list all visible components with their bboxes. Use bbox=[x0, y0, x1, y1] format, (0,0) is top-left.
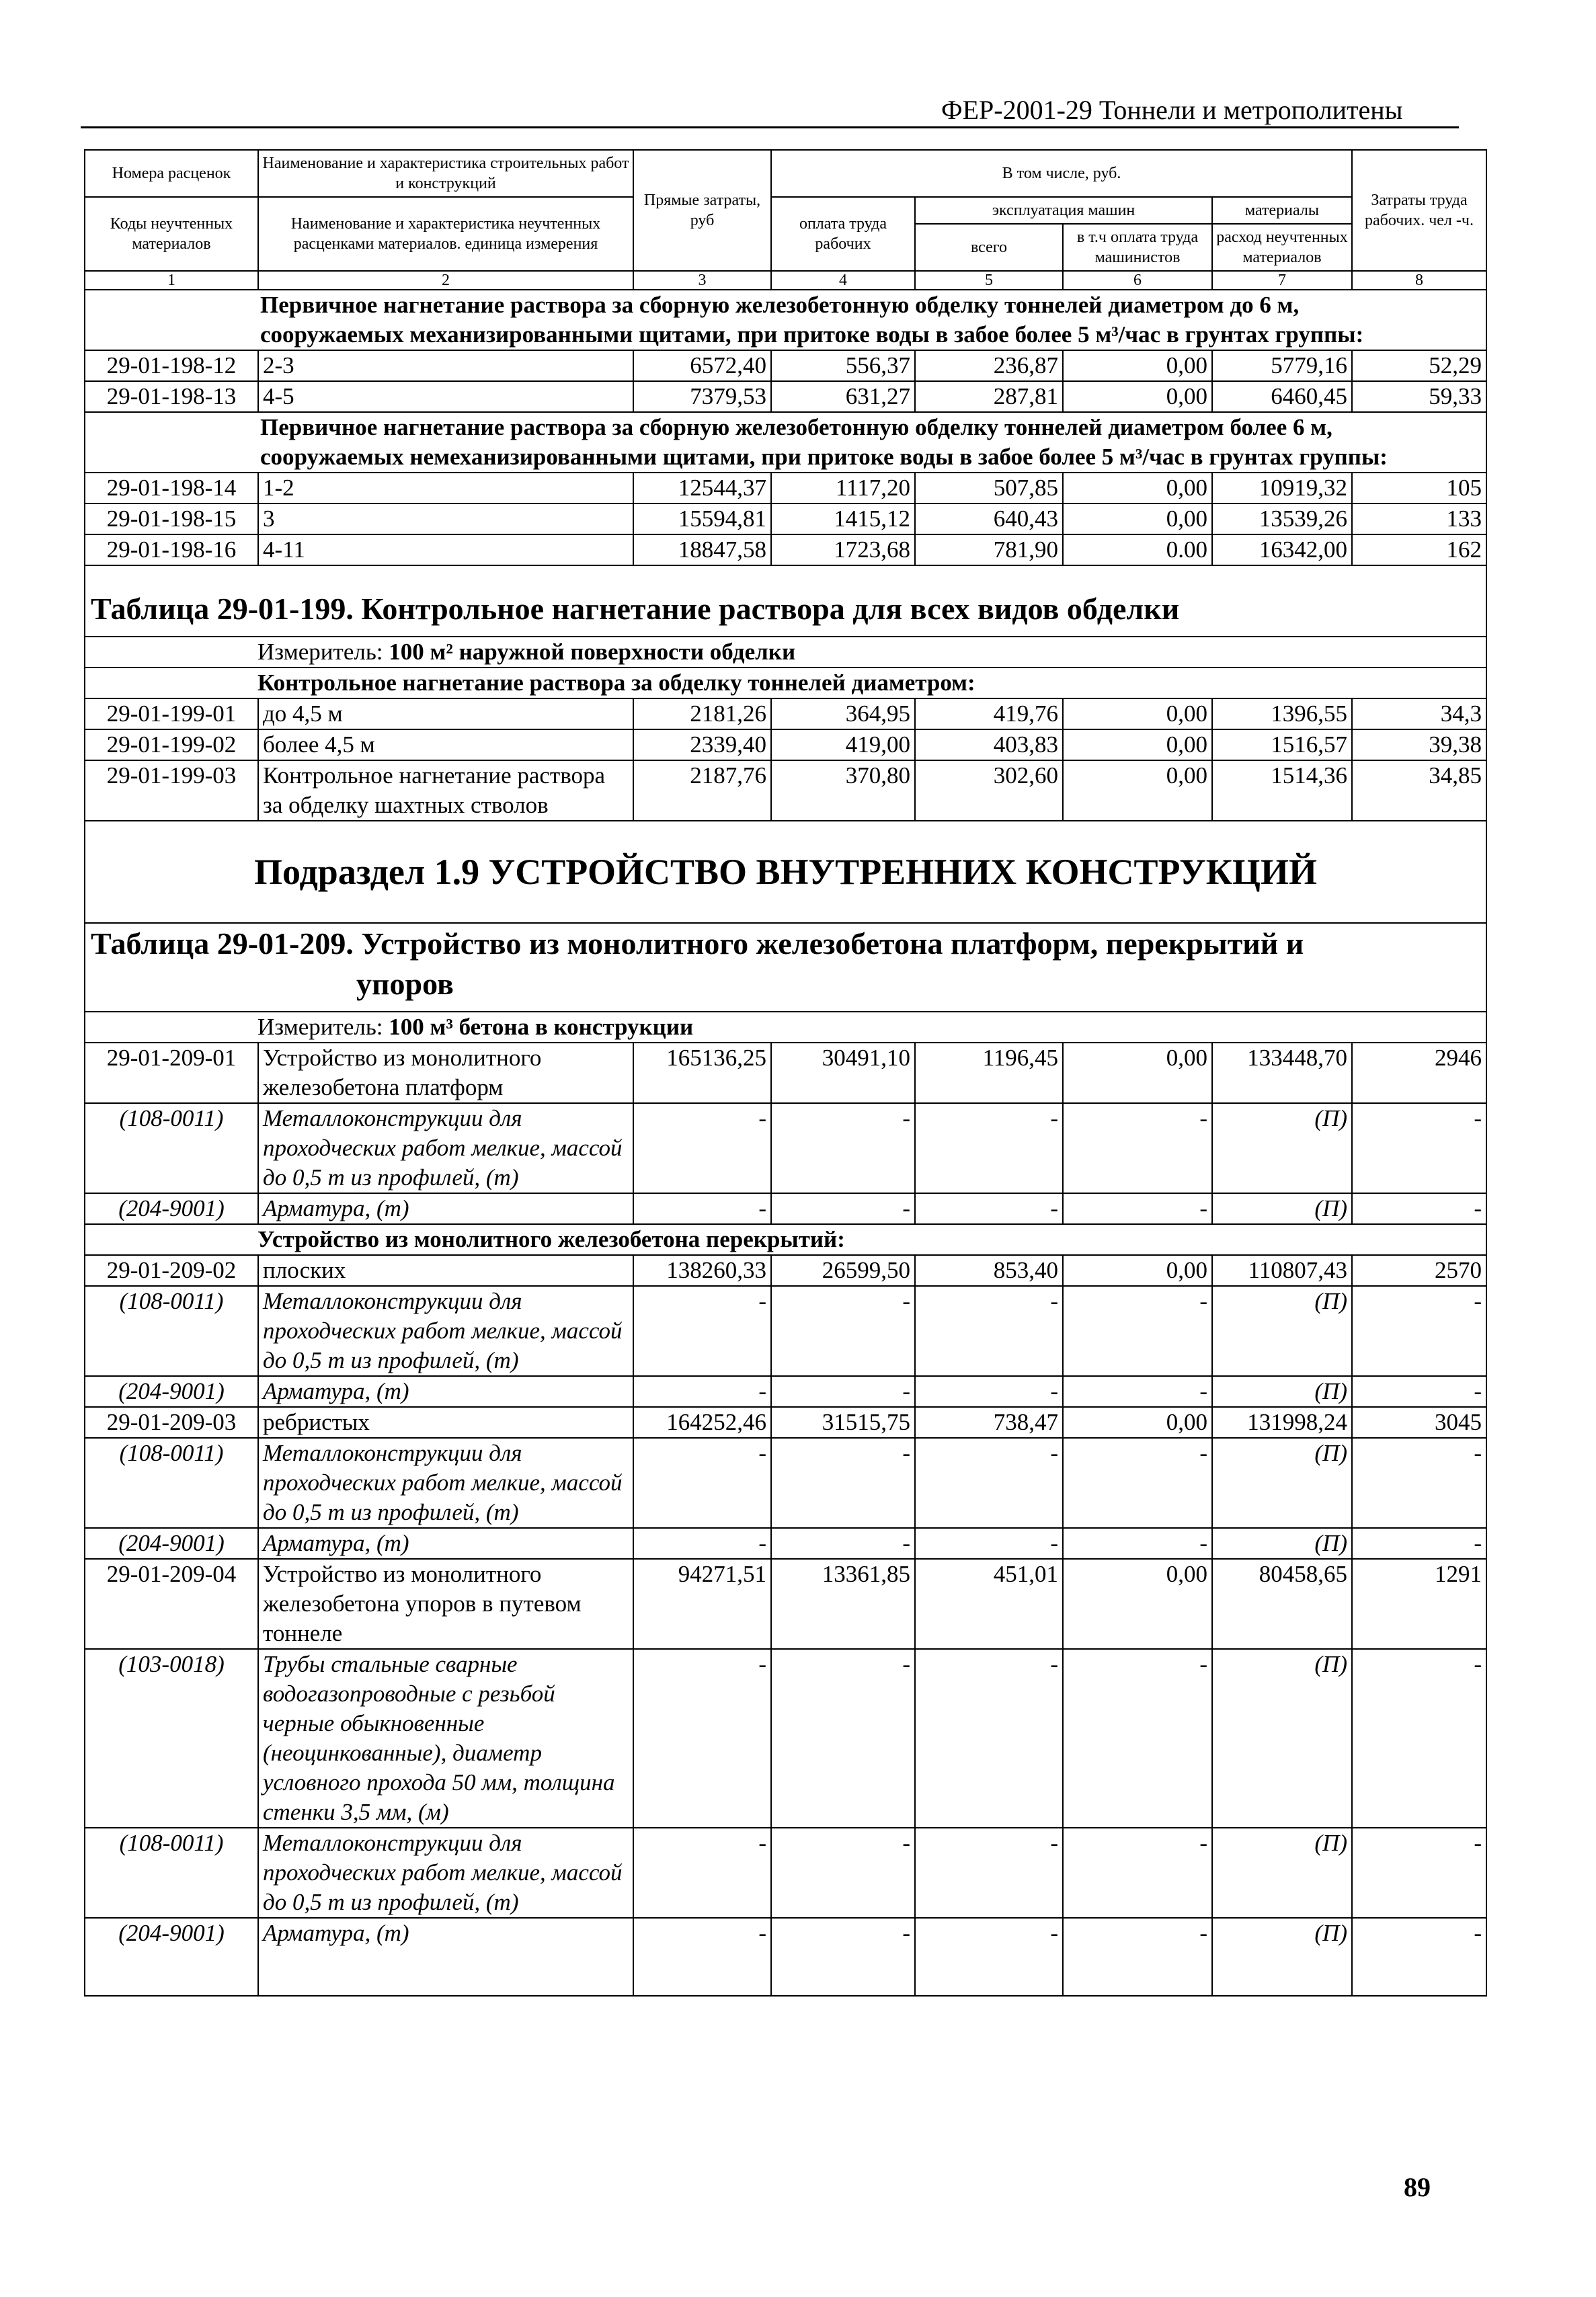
row-mat: 1396,55 bbox=[1212, 698, 1352, 729]
table-row bbox=[85, 534, 1486, 565]
material-code: (204-9001) bbox=[85, 1193, 258, 1224]
row-direct: 165136,25 bbox=[633, 1043, 771, 1103]
material-row bbox=[85, 1376, 1486, 1407]
row-mach-wages: 0,00 bbox=[1063, 473, 1212, 503]
section-row bbox=[85, 1224, 1486, 1255]
cell-dash: - bbox=[915, 1528, 1063, 1559]
row-wages: 1723,68 bbox=[771, 534, 915, 565]
row-direct: 12544,37 bbox=[633, 473, 771, 503]
h-direct: Прямые затраты, руб bbox=[633, 150, 771, 271]
row-labor: 34,85 bbox=[1352, 760, 1486, 821]
material-name: Металлоконструкции для проходческих работ мелкие, массой до 0,5 т из профилей, (т) bbox=[258, 1828, 633, 1918]
row-mat: 80458,65 bbox=[1212, 1559, 1352, 1649]
row-mach: 640,43 bbox=[915, 503, 1063, 534]
measure-row bbox=[85, 1012, 1486, 1043]
cell-dash: - bbox=[1352, 1193, 1486, 1224]
page-number: 89 bbox=[1404, 2172, 1431, 2202]
measure-value: 100 м² наружной поверхности обделки bbox=[389, 639, 796, 665]
section-heading: Устройство из монолитного железобетона перекрытий: bbox=[85, 1224, 1486, 1255]
row-name: Устройство из монолитного железобетона платформ bbox=[258, 1043, 633, 1103]
cell-dash: - bbox=[1063, 1193, 1212, 1224]
row-direct: 94271,51 bbox=[633, 1559, 771, 1649]
row-labor: 59,33 bbox=[1352, 381, 1486, 412]
row-code: 29-01-198-14 bbox=[85, 473, 258, 503]
row-direct: 6572,40 bbox=[633, 350, 771, 381]
row-direct: 2339,40 bbox=[633, 729, 771, 760]
row-direct: 138260,33 bbox=[633, 1255, 771, 1286]
cell-p: (П) bbox=[1212, 1193, 1352, 1224]
row-mach-wages: 0,00 bbox=[1063, 381, 1212, 412]
running-head: ФЕР-2001-29 Тоннели и метрополитены bbox=[941, 95, 1403, 125]
row-direct: 164252,46 bbox=[633, 1407, 771, 1438]
cell-dash: - bbox=[1063, 1918, 1212, 1996]
header-row-1 bbox=[85, 150, 1486, 197]
col-num: 3 bbox=[633, 271, 771, 290]
material-name: Арматура, (т) bbox=[258, 1193, 633, 1224]
table-209-title-line2: упоров bbox=[356, 967, 454, 1001]
header-rule bbox=[81, 126, 1459, 128]
row-code: 29-01-199-01 bbox=[85, 698, 258, 729]
col-num: 4 bbox=[771, 271, 915, 290]
table-209-title-line1: Таблица 29-01-209. Устройство из монолитного железобетона платформ, перекрытий и bbox=[91, 926, 1304, 961]
cell-p: (П) bbox=[1212, 1828, 1352, 1918]
section-line: Первичное нагнетание раствора за сборную железобетонную обделку тоннелей диаметром до 6 м, bbox=[260, 292, 1300, 318]
row-code: 29-01-198-16 bbox=[85, 534, 258, 565]
col-num: 6 bbox=[1063, 271, 1212, 290]
row-name: 3 bbox=[258, 503, 633, 534]
row-mach: 738,47 bbox=[915, 1407, 1063, 1438]
cell-dash: - bbox=[633, 1193, 771, 1224]
cell-p: (П) bbox=[1212, 1528, 1352, 1559]
material-name: Металлоконструкции для проходческих работ мелкие, массой до 0,5 т из профилей, (т) bbox=[258, 1286, 633, 1376]
row-mach-wages: 0,00 bbox=[1063, 1255, 1212, 1286]
row-code: 29-01-198-12 bbox=[85, 350, 258, 381]
measure-value: 100 м³ бетона в конструкции bbox=[389, 1014, 694, 1040]
row-wages: 30491,10 bbox=[771, 1043, 915, 1103]
cell-dash: - bbox=[771, 1438, 915, 1528]
cell-dash: - bbox=[1352, 1828, 1486, 1918]
row-name: 1-2 bbox=[258, 473, 633, 503]
row-mat: 133448,70 bbox=[1212, 1043, 1352, 1103]
h-labor: Затраты труда рабочих. чел -ч. bbox=[1352, 150, 1486, 271]
cell-p: (П) bbox=[1212, 1438, 1352, 1528]
material-code: (204-9001) bbox=[85, 1528, 258, 1559]
row-mach-wages: 0,00 bbox=[1063, 698, 1212, 729]
cell-dash: - bbox=[633, 1286, 771, 1376]
cell-dash: - bbox=[633, 1376, 771, 1407]
row-mat: 16342,00 bbox=[1212, 534, 1352, 565]
h-machines: эксплуатация машин bbox=[915, 197, 1212, 224]
row-wages: 31515,75 bbox=[771, 1407, 915, 1438]
row-name: 4-11 bbox=[258, 534, 633, 565]
cell-dash: - bbox=[771, 1828, 915, 1918]
material-code: (108-0011) bbox=[85, 1103, 258, 1193]
row-code: 29-01-209-03 bbox=[85, 1407, 258, 1438]
row-mach: 507,85 bbox=[915, 473, 1063, 503]
table-row bbox=[85, 698, 1486, 729]
cell-dash: - bbox=[633, 1528, 771, 1559]
table-row bbox=[85, 473, 1486, 503]
h-incl: В том числе, руб. bbox=[771, 150, 1352, 197]
row-code: 29-01-209-02 bbox=[85, 1255, 258, 1286]
row-labor: 52,29 bbox=[1352, 350, 1486, 381]
row-labor: 2946 bbox=[1352, 1043, 1486, 1103]
cell-dash: - bbox=[1063, 1286, 1212, 1376]
row-mat: 1514,36 bbox=[1212, 760, 1352, 821]
row-labor: 133 bbox=[1352, 503, 1486, 534]
h-total: всего bbox=[915, 224, 1063, 271]
row-mach: 287,81 bbox=[915, 381, 1063, 412]
row-name: более 4,5 м bbox=[258, 729, 633, 760]
h-mat-cost: расход неучтенных материалов bbox=[1212, 224, 1352, 271]
row-mach: 781,90 bbox=[915, 534, 1063, 565]
cell-dash: - bbox=[1063, 1828, 1212, 1918]
row-name: ребристых bbox=[258, 1407, 633, 1438]
row-direct: 18847,58 bbox=[633, 534, 771, 565]
cell-dash: - bbox=[633, 1103, 771, 1193]
price-table bbox=[84, 149, 1487, 1997]
measure-row bbox=[85, 637, 1486, 668]
cell-p: (П) bbox=[1212, 1649, 1352, 1828]
row-labor: 34,3 bbox=[1352, 698, 1486, 729]
row-direct: 2187,76 bbox=[633, 760, 771, 821]
cell-dash: - bbox=[1352, 1438, 1486, 1528]
cell-p: (П) bbox=[1212, 1103, 1352, 1193]
cell-dash: - bbox=[771, 1376, 915, 1407]
cell-dash: - bbox=[915, 1103, 1063, 1193]
cell-dash: - bbox=[771, 1103, 915, 1193]
table-row bbox=[85, 1043, 1486, 1103]
row-mach: 451,01 bbox=[915, 1559, 1063, 1649]
row-mach-wages: 0,00 bbox=[1063, 1559, 1212, 1649]
cell-dash: - bbox=[915, 1828, 1063, 1918]
row-mach: 853,40 bbox=[915, 1255, 1063, 1286]
table-199-title: Таблица 29-01-199. Контрольное нагнетание раствора для всех видов обделки bbox=[85, 565, 1486, 637]
cell-dash: - bbox=[1063, 1103, 1212, 1193]
material-code: (204-9001) bbox=[85, 1918, 258, 1996]
section-line: Первичное нагнетание раствора за сборную железобетонную обделку тоннелей диаметром более 6 м, bbox=[260, 414, 1332, 440]
row-mach-wages: 0.00 bbox=[1063, 534, 1212, 565]
cell-dash: - bbox=[1352, 1376, 1486, 1407]
row-wages: 26599,50 bbox=[771, 1255, 915, 1286]
row-code: 29-01-199-03 bbox=[85, 760, 258, 821]
row-mach: 403,83 bbox=[915, 729, 1063, 760]
row-wages: 556,37 bbox=[771, 350, 915, 381]
material-name: Трубы стальные сварные водогазопроводные с резьбой черные обыкновенные (неоцинкованные), диаметр условного прохода 50 мм, толщина стенки 3,5 мм, (м) bbox=[258, 1649, 633, 1828]
row-labor: 1291 bbox=[1352, 1559, 1486, 1649]
row-name: Устройство из монолитного железобетона упоров в путевом тоннеле bbox=[258, 1559, 633, 1649]
h-name-top: Наименование и характеристика строительных работ и конструкций bbox=[258, 150, 633, 197]
cell-dash: - bbox=[771, 1649, 915, 1828]
row-mach: 302,60 bbox=[915, 760, 1063, 821]
material-row bbox=[85, 1528, 1486, 1559]
section-heading: Контрольное нагнетание раствора за обделку тоннелей диаметром: bbox=[85, 668, 1486, 698]
cell-dash: - bbox=[1352, 1918, 1486, 1996]
row-mat: 110807,43 bbox=[1212, 1255, 1352, 1286]
cell-dash: - bbox=[1063, 1376, 1212, 1407]
row-mach: 419,76 bbox=[915, 698, 1063, 729]
row-mach-wages: 0,00 bbox=[1063, 350, 1212, 381]
row-wages: 13361,85 bbox=[771, 1559, 915, 1649]
row-labor: 162 bbox=[1352, 534, 1486, 565]
row-code: 29-01-209-04 bbox=[85, 1559, 258, 1649]
row-name: 2-3 bbox=[258, 350, 633, 381]
cell-dash: - bbox=[1352, 1649, 1486, 1828]
row-wages: 1415,12 bbox=[771, 503, 915, 534]
h-name-bottom: Наименование и характеристика неучтенных расценками материалов. единица измерения bbox=[258, 197, 633, 271]
section-row bbox=[85, 412, 1486, 473]
row-labor: 2570 bbox=[1352, 1255, 1486, 1286]
row-wages: 631,27 bbox=[771, 381, 915, 412]
row-mat: 10919,32 bbox=[1212, 473, 1352, 503]
material-row bbox=[85, 1286, 1486, 1376]
section-row bbox=[85, 668, 1486, 698]
cell-dash: - bbox=[633, 1828, 771, 1918]
table-row bbox=[85, 1255, 1486, 1286]
cell-dash: - bbox=[633, 1438, 771, 1528]
measure-label: Измеритель: bbox=[257, 639, 383, 665]
table-row bbox=[85, 729, 1486, 760]
row-mat: 1516,57 bbox=[1212, 729, 1352, 760]
h-code-top: Номера расценок bbox=[85, 150, 258, 197]
material-code: (108-0011) bbox=[85, 1286, 258, 1376]
cell-dash: - bbox=[1352, 1286, 1486, 1376]
table-209-title bbox=[85, 923, 1486, 1012]
measure-label: Измеритель: bbox=[257, 1014, 383, 1040]
cell-dash: - bbox=[915, 1376, 1063, 1407]
table-row bbox=[85, 1559, 1486, 1649]
table-209-measure bbox=[85, 1012, 1486, 1043]
table-row bbox=[85, 503, 1486, 534]
material-name: Арматура, (т) bbox=[258, 1376, 633, 1407]
row-labor: 39,38 bbox=[1352, 729, 1486, 760]
material-row bbox=[85, 1649, 1486, 1828]
row-name: плоских bbox=[258, 1255, 633, 1286]
h-wages: оплата труда рабочих bbox=[771, 197, 915, 271]
row-mach-wages: 0,00 bbox=[1063, 1407, 1212, 1438]
cell-dash: - bbox=[915, 1286, 1063, 1376]
row-labor: 3045 bbox=[1352, 1407, 1486, 1438]
column-numbers-row bbox=[85, 271, 1486, 290]
material-row bbox=[85, 1193, 1486, 1224]
cell-dash: - bbox=[771, 1918, 915, 1996]
cell-p: (П) bbox=[1212, 1376, 1352, 1407]
material-row bbox=[85, 1438, 1486, 1528]
h-incl-wages: в т.ч оплата труда машинистов bbox=[1063, 224, 1212, 271]
cell-dash: - bbox=[1063, 1649, 1212, 1828]
table-row bbox=[85, 350, 1486, 381]
subsection-title: Подраздел 1.9 УСТРОЙСТВО ВНУТРЕННИХ КОНСТРУКЦИЙ bbox=[85, 821, 1486, 923]
col-num: 8 bbox=[1352, 271, 1486, 290]
material-row bbox=[85, 1828, 1486, 1918]
row-mat: 5779,16 bbox=[1212, 350, 1352, 381]
cell-dash: - bbox=[771, 1528, 915, 1559]
cell-p: (П) bbox=[1212, 1918, 1352, 1996]
section-row bbox=[85, 290, 1486, 350]
cell-dash: - bbox=[1063, 1438, 1212, 1528]
material-name: Металлоконструкции для проходческих работ мелкие, массой до 0,5 т из профилей, (т) bbox=[258, 1438, 633, 1528]
cell-dash: - bbox=[1352, 1528, 1486, 1559]
cell-dash: - bbox=[771, 1193, 915, 1224]
material-code: (108-0011) bbox=[85, 1438, 258, 1528]
row-wages: 370,80 bbox=[771, 760, 915, 821]
table-row bbox=[85, 1407, 1486, 1438]
col-num: 7 bbox=[1212, 271, 1352, 290]
cell-dash: - bbox=[915, 1193, 1063, 1224]
row-mach: 1196,45 bbox=[915, 1043, 1063, 1103]
row-labor: 105 bbox=[1352, 473, 1486, 503]
row-mach-wages: 0,00 bbox=[1063, 503, 1212, 534]
table-title-row bbox=[85, 923, 1486, 1012]
cell-p: (П) bbox=[1212, 1286, 1352, 1376]
section-heading bbox=[85, 412, 1486, 473]
row-code: 29-01-209-01 bbox=[85, 1043, 258, 1103]
cell-dash: - bbox=[771, 1286, 915, 1376]
h-materials: материалы bbox=[1212, 197, 1352, 224]
table-title-row bbox=[85, 565, 1486, 637]
row-mach-wages: 0,00 bbox=[1063, 1043, 1212, 1103]
row-name: 4-5 bbox=[258, 381, 633, 412]
row-name: Контрольное нагнетание раствора за обделку шахтных стволов bbox=[258, 760, 633, 821]
material-row bbox=[85, 1103, 1486, 1193]
cell-dash: - bbox=[1352, 1103, 1486, 1193]
col-num: 5 bbox=[915, 271, 1063, 290]
row-wages: 1117,20 bbox=[771, 473, 915, 503]
row-code: 29-01-198-13 bbox=[85, 381, 258, 412]
row-wages: 419,00 bbox=[771, 729, 915, 760]
row-wages: 364,95 bbox=[771, 698, 915, 729]
material-name: Металлоконструкции для проходческих работ мелкие, массой до 0,5 т из профилей, (т) bbox=[258, 1103, 633, 1193]
cell-dash: - bbox=[915, 1918, 1063, 1996]
row-mach-wages: 0,00 bbox=[1063, 729, 1212, 760]
row-direct: 7379,53 bbox=[633, 381, 771, 412]
material-code: (204-9001) bbox=[85, 1376, 258, 1407]
table-199-measure bbox=[85, 637, 1486, 668]
cell-dash: - bbox=[915, 1438, 1063, 1528]
row-mach: 236,87 bbox=[915, 350, 1063, 381]
cell-dash: - bbox=[633, 1918, 771, 1996]
col-num: 2 bbox=[258, 271, 633, 290]
section-line: сооружаемых механизированными щитами, при притоке воды в забое более 5 м³/час в грунтах группы: bbox=[260, 321, 1364, 348]
h-code-bottom: Коды неучтенных материалов bbox=[85, 197, 258, 271]
subsection-row bbox=[85, 821, 1486, 923]
cell-dash: - bbox=[1063, 1528, 1212, 1559]
material-name: Арматура, (т) bbox=[258, 1528, 633, 1559]
table-row bbox=[85, 381, 1486, 412]
row-direct: 15594,81 bbox=[633, 503, 771, 534]
material-code: (108-0011) bbox=[85, 1828, 258, 1918]
section-heading bbox=[85, 290, 1486, 350]
row-code: 29-01-198-15 bbox=[85, 503, 258, 534]
row-mat: 131998,24 bbox=[1212, 1407, 1352, 1438]
section-line: сооружаемых немеханизированными щитами, при притоке воды в забое более 5 м³/час в грунтах группы: bbox=[260, 444, 1388, 470]
cell-dash: - bbox=[633, 1649, 771, 1828]
cell-dash: - bbox=[915, 1649, 1063, 1828]
row-mat: 13539,26 bbox=[1212, 503, 1352, 534]
row-direct: 2181,26 bbox=[633, 698, 771, 729]
table-row bbox=[85, 760, 1486, 821]
row-mach-wages: 0,00 bbox=[1063, 760, 1212, 821]
row-name: до 4,5 м bbox=[258, 698, 633, 729]
header-row-2 bbox=[85, 197, 1486, 224]
row-mat: 6460,45 bbox=[1212, 381, 1352, 412]
col-num: 1 bbox=[85, 271, 258, 290]
row-code: 29-01-199-02 bbox=[85, 729, 258, 760]
material-row bbox=[85, 1918, 1486, 1996]
material-name: Арматура, (т) bbox=[258, 1918, 633, 1996]
material-code: (103-0018) bbox=[85, 1649, 258, 1828]
